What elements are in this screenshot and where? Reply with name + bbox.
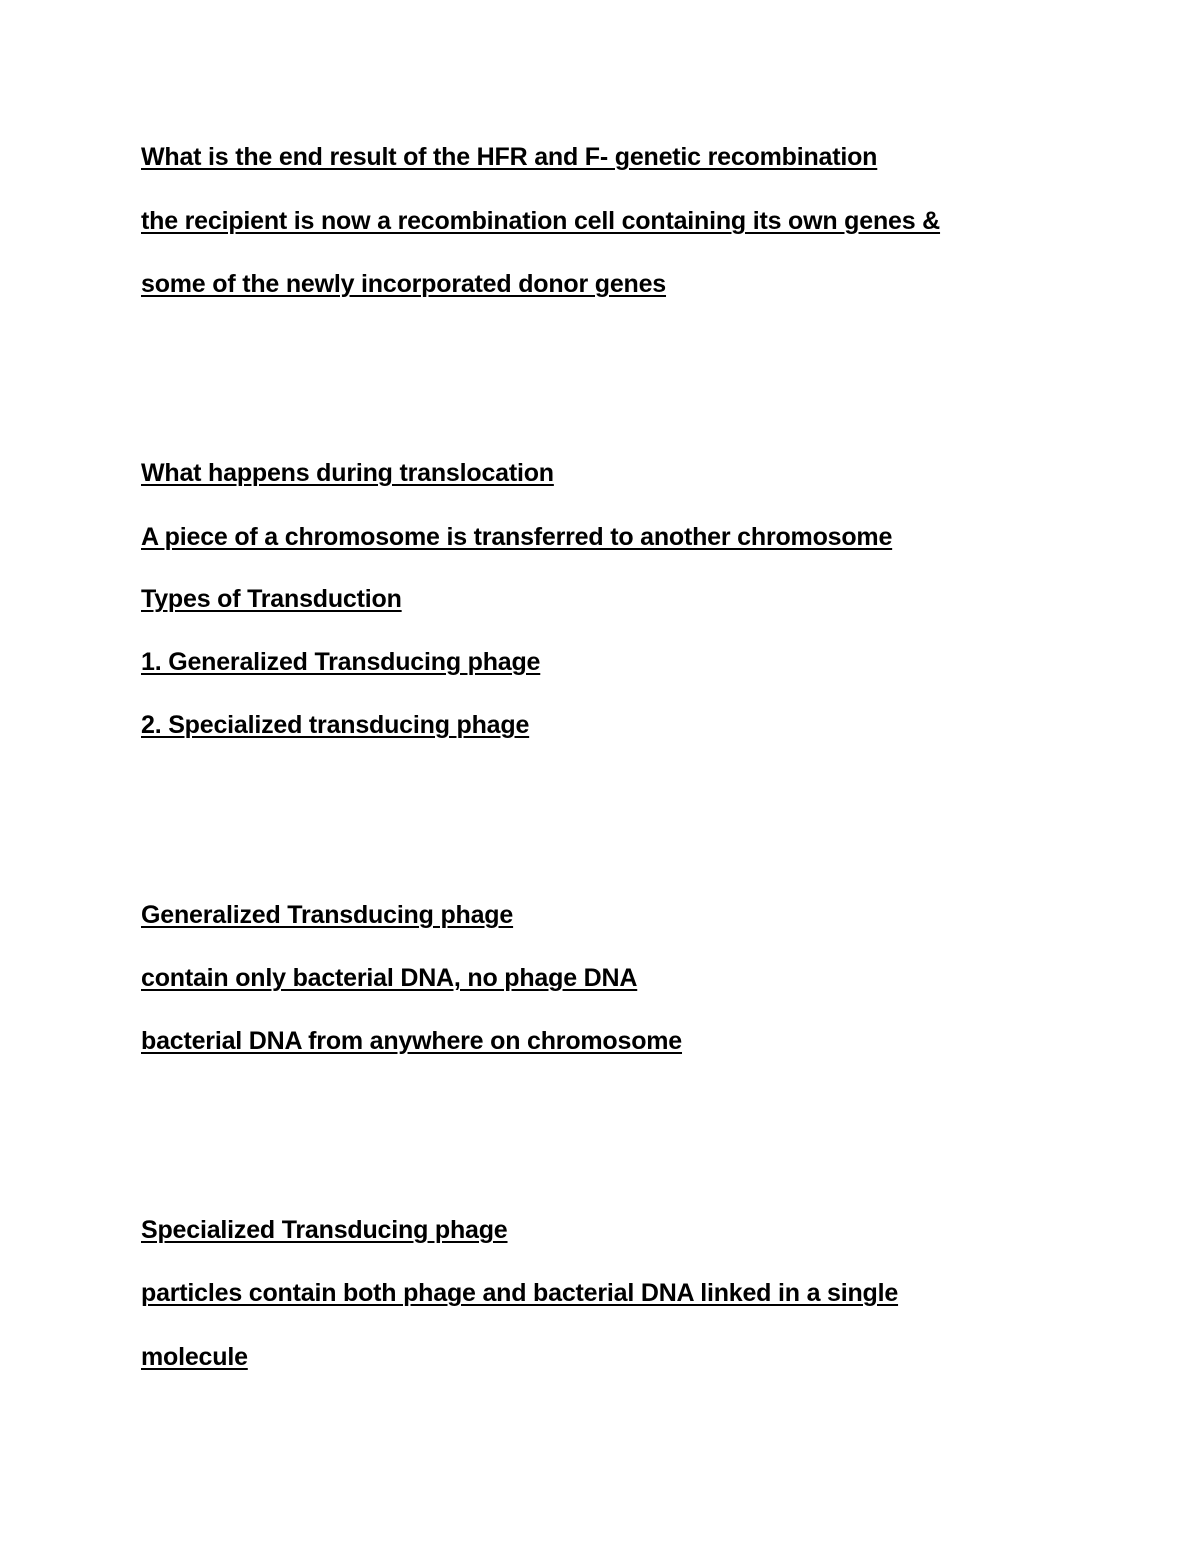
list-item: 2. Specialized transducing phage [141,711,530,739]
answer-line: molecule [141,1343,248,1371]
heading-specialized-transducing-phage: Specialized Transducing phage [141,1216,508,1244]
list-item: 1. Generalized Transducing phage [141,648,541,676]
answer-line: bacterial DNA from anywhere on chromosome [141,1027,683,1055]
answer-line: particles contain both phage and bacterial DNA linked in a single [141,1279,899,1307]
heading-generalized-transducing-phage: Generalized Transducing phage [141,901,514,929]
answer-line: some of the newly incorporated donor genes [141,270,667,298]
answer-line: contain only bacterial DNA, no phage DNA [141,964,638,992]
question-hfr-recombination: What is the end result of the HFR and F- genetic recombination [141,143,878,171]
answer-line: A piece of a chromosome is transferred to another chromosome [141,523,893,551]
answer-line: the recipient is now a recombination cell containing its own genes & [141,207,941,235]
heading-types-of-transduction: Types of Transduction [141,585,402,613]
question-translocation: What happens during translocation [141,459,554,487]
